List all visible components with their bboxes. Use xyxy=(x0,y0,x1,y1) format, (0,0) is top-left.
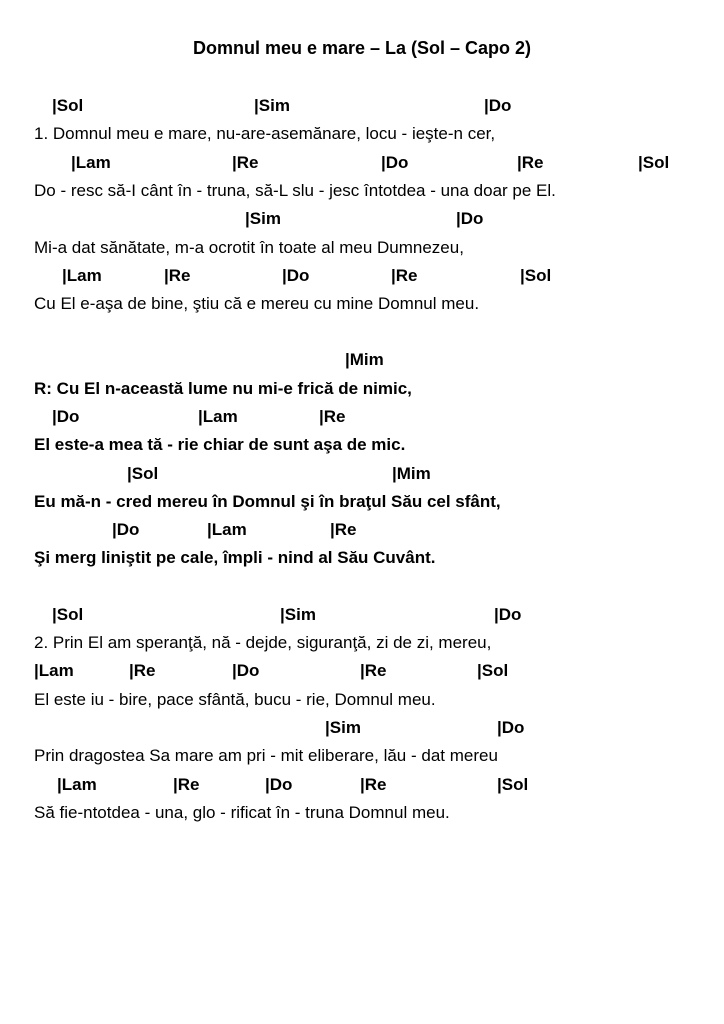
verse1-chord-line-1 xyxy=(0,94,724,118)
chord: |Re xyxy=(129,661,156,680)
chord: |Lam xyxy=(62,266,102,285)
verse1-chord-line-3 xyxy=(0,207,724,231)
verse1-chord-line-2 xyxy=(0,151,724,175)
chord: |Do xyxy=(112,520,140,539)
refrain-lyric-line-2: El este-a mea tă - rie chiar de sunt aşa de mic. xyxy=(34,435,406,454)
chord: |Mim xyxy=(392,464,431,483)
verse1-lyric-line-4: Cu El e-aşa de bine, ştiu că e mereu cu mine Domnul meu. xyxy=(34,294,480,313)
verse2-chord-line-3 xyxy=(0,716,724,740)
verse2-lyric-line-1: 2. Prin El am speranţă, nă - dejde, siguranţă, zi de zi, mereu, xyxy=(34,633,492,652)
chord: |Lam xyxy=(57,775,97,794)
chord: |Sim xyxy=(254,96,290,115)
chord: |Sol xyxy=(520,266,552,285)
chord: |Do xyxy=(456,209,484,228)
chord: |Re xyxy=(164,266,191,285)
chord: |Lam xyxy=(71,153,111,172)
chord: |Re xyxy=(330,520,357,539)
refrain-chord-line-1 xyxy=(0,348,724,372)
chord: |Sim xyxy=(245,209,281,228)
refrain-lyric-line-4: Şi merg liniştit pe cale, împli - nind al Său Cuvânt. xyxy=(34,548,436,567)
chord: |Re xyxy=(173,775,200,794)
refrain-chord-line-4 xyxy=(0,518,724,542)
chord: |Lam xyxy=(207,520,247,539)
chord: |Re xyxy=(319,407,346,426)
verse1-lyric-line-1: 1. Domnul meu e mare, nu-are-asemănare, locu - ieşte-n cer, xyxy=(34,124,496,143)
chord: |Do xyxy=(265,775,293,794)
chord: |Sim xyxy=(325,718,361,737)
chord: |Do xyxy=(494,605,522,624)
verse2-chord-line-2 xyxy=(0,659,724,683)
chord: |Sol xyxy=(477,661,509,680)
chord: |Re xyxy=(232,153,259,172)
chord: |Sim xyxy=(280,605,316,624)
verse2-chord-line-4 xyxy=(0,773,724,797)
verse1-lyric-line-2: Do - resc să-I cânt în - truna, să-L slu - jesc întotdea - una doar pe El. xyxy=(34,181,556,200)
chord: |Lam xyxy=(198,407,238,426)
chord: |Do xyxy=(381,153,409,172)
chord: |Sol xyxy=(52,96,84,115)
verse2-lyric-line-3: Prin dragostea Sa mare am pri - mit eliberare, lău - dat mereu xyxy=(34,746,498,765)
chord: |Lam xyxy=(34,661,74,680)
chord: |Do xyxy=(282,266,310,285)
chord: |Do xyxy=(232,661,260,680)
chord: |Do xyxy=(52,407,80,426)
chord: |Re xyxy=(360,661,387,680)
verse2-chord-line-1 xyxy=(0,603,724,627)
chord: |Do xyxy=(497,718,525,737)
refrain-chord-line-2 xyxy=(0,405,724,429)
chord: |Re xyxy=(391,266,418,285)
refrain-chord-line-3 xyxy=(0,462,724,486)
verse1-chord-line-4 xyxy=(0,264,724,288)
verse2-lyric-line-4: Să fie-ntotdea - una, glo - rificat în - truna Domnul meu. xyxy=(34,803,450,822)
verse1-lyric-line-3: Mi-a dat sănătate, m-a ocrotit în toate al meu Dumnezeu, xyxy=(34,238,464,257)
verse2-lyric-line-2: El este iu - bire, pace sfântă, bucu - rie, Domnul meu. xyxy=(34,690,436,709)
chord: |Re xyxy=(360,775,387,794)
song-title: Domnul meu e mare – La (Sol – Capo 2) xyxy=(192,38,532,58)
chord: |Sol xyxy=(127,464,159,483)
refrain-lyric-line-3: Eu mă-n - cred mereu în Domnul şi în braţul Său cel sfânt, xyxy=(34,492,501,511)
chord: |Re xyxy=(517,153,544,172)
chord: |Sol xyxy=(497,775,529,794)
chord: |Sol xyxy=(52,605,84,624)
chord: |Do xyxy=(484,96,512,115)
chord: |Mim xyxy=(345,350,384,369)
refrain-lyric-line-1: R: Cu El n-această lume nu mi-e frică de nimic, xyxy=(34,379,412,398)
chord: |Sol xyxy=(638,153,670,172)
